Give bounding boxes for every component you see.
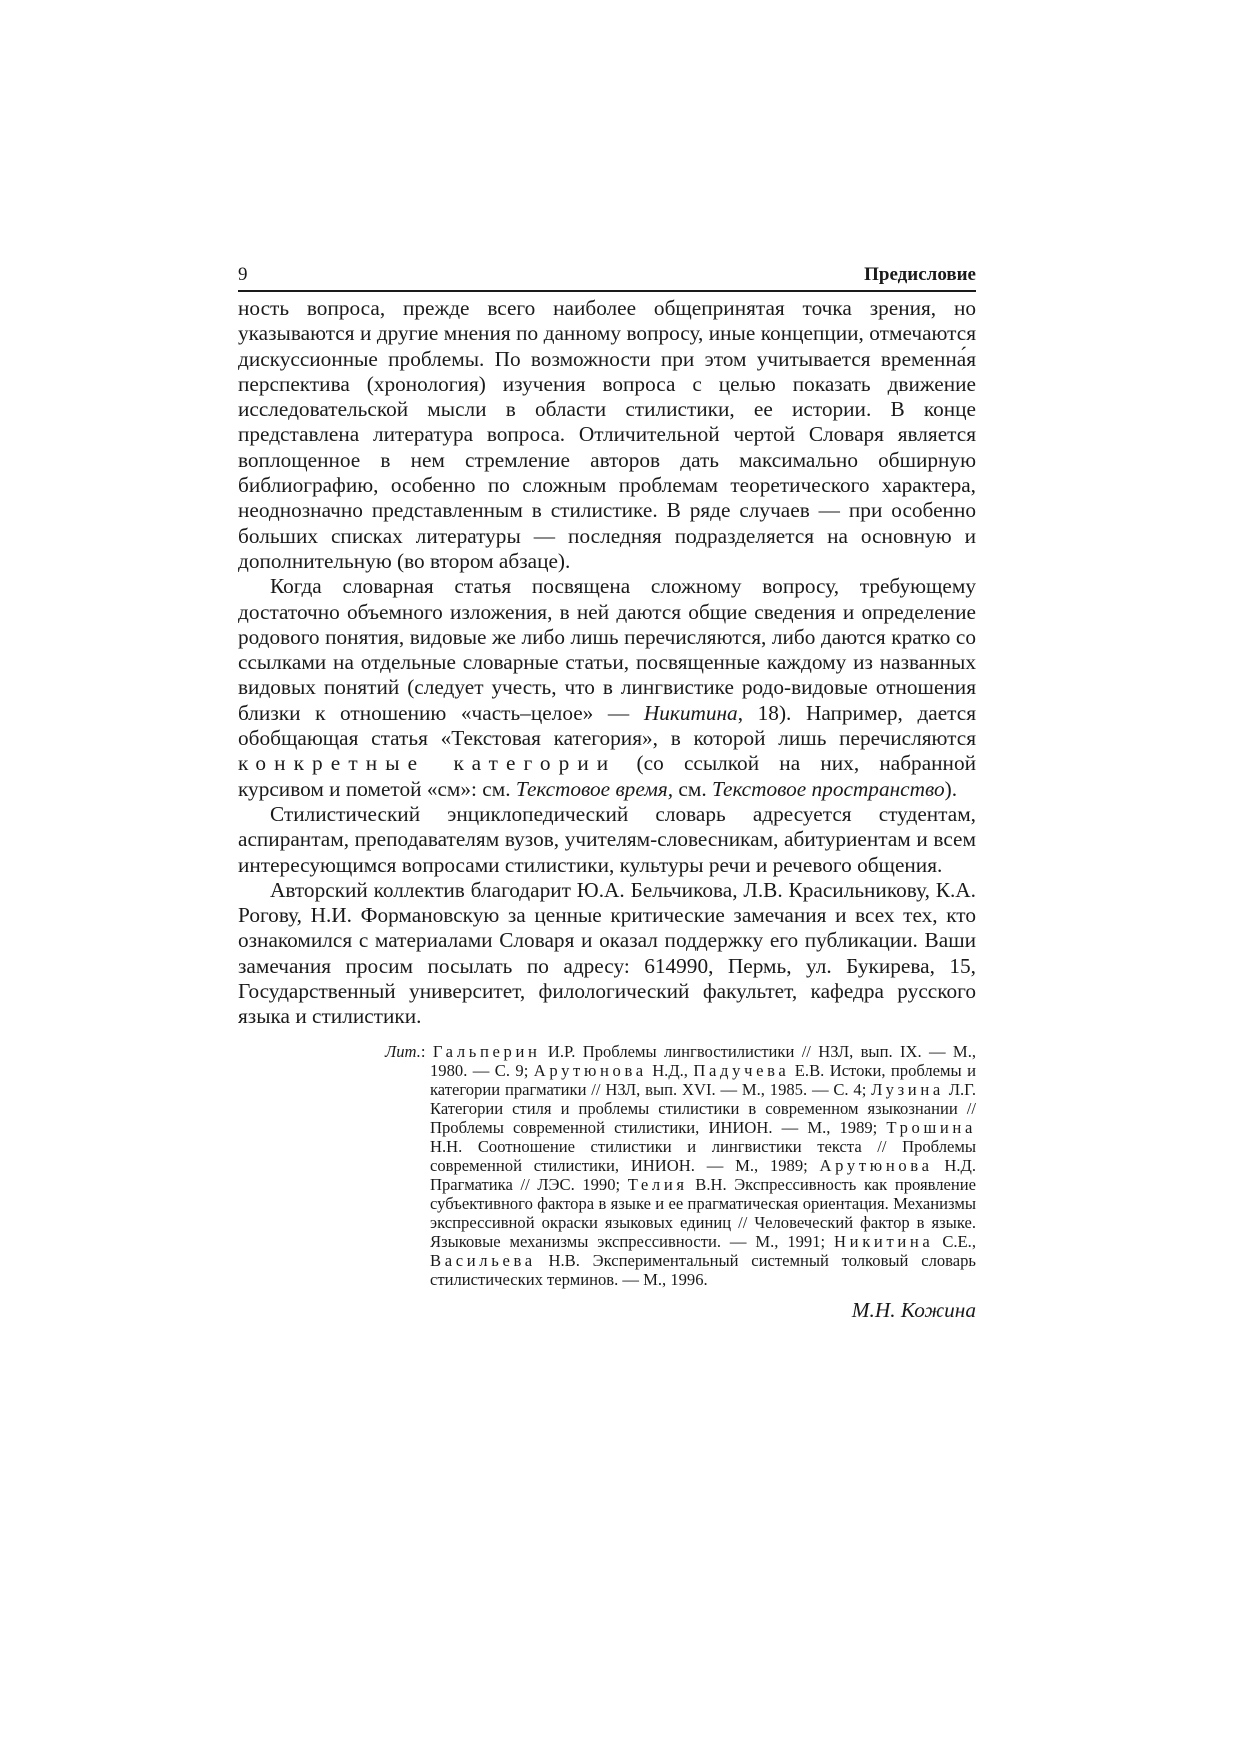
literature-author: Гальперин	[432, 1041, 541, 1061]
signature: М.Н. Кожина	[851, 1297, 976, 1322]
literature-reference: С.Е.,	[933, 1231, 976, 1251]
citation-author: Никитина	[643, 700, 738, 725]
cross-reference-1: Текстовое время,	[515, 776, 674, 801]
literature-reference: В.Н. Экспрессивность как проявление субъективного фактора в языке и ее прагматическая ориентация. Механизмы экспрессивной окраски языковых единиц // Человеческий фактор в языке. Языковые механизмы экспрессивности. — М., 1991;	[430, 1174, 976, 1251]
literature-colon: :	[420, 1041, 433, 1061]
page	[238, 262, 976, 1323]
literature-author: Падучева	[693, 1060, 790, 1080]
literature-reference: Л.Г. Категории стиля и проблемы стилистики в современном языкознании // Проблемы современной стилистики, ИНИОН. — М., 1989;	[430, 1079, 976, 1137]
paragraph-2-text-1: Когда словарная статья посвящена сложному вопросу, требующему достаточно объемного изложения, в ней даются общие сведения и определение родового понятия, видовые же либо лишь перечисляются, либо даются кратко со ссылками на отдельные словарные статьи, посвященные каждому из названных видовых понятий (следует учесть, что в лингвистике родо-видовые отношения близки к отношению «часть–целое» —	[238, 574, 976, 725]
literature-author: Арутюнова	[533, 1060, 647, 1080]
literature-reference: Н.Н. Соотношение стилистики и лингвистики текста // Проблемы современной стилистики, ИНИОН. — М., 1989;	[430, 1136, 976, 1175]
literature-reference: Е.В. Истоки, проблемы и категории прагматики // НЗЛ, вып. XVI. — М., 1985. — С. 4;	[430, 1060, 976, 1099]
running-head	[238, 262, 976, 292]
paragraph-2-text-3: (со ссылкой на них, набранной курсивом и пометой «см»: см.	[238, 751, 976, 801]
section-title: Предисловие	[864, 264, 976, 285]
literature-author: Арутюнова	[819, 1155, 933, 1175]
body-text	[238, 296, 976, 1030]
paragraph-1: ность вопроса, прежде всего наиболее общепринятая точка зрения, но указываются и другие мнения по данному вопросу, иные концепции, отмечаются дискуссионные проблемы. По возможности при этом учитывается временна́я перспектива (хронология) изучения вопроса с целью показать движение исследовательской мысли в области стилистики, ее истории. В конце представлена литература вопроса. Отличительной чертой Словаря является воплощенное в нем стремление авторов дать максимально обширную библиографию, особенно по сложным проблемам теоретического характера, неоднозначно представленным в стилистике. В ряде случаев — при особенно больших списках литературы — последняя подразделяется на основную и дополнительную (во втором абзаце).	[238, 296, 976, 573]
literature-author: Телия	[627, 1174, 688, 1194]
literature-author: Лузина	[871, 1079, 944, 1099]
paragraph-3: Стилистический энциклопедический словарь адресуется студентам, аспирантам, преподавателям вузов, учителям-словесникам, абитуриентам и всем интересующимся вопросами стилистики, культуры речи и речевого общения.	[238, 801, 976, 877]
paragraph-2-text-5: ).	[944, 776, 958, 801]
literature-reference: И.Р. Проблемы лингвостилистики // НЗЛ, вып. IX. — М., 1980. — С. 9;	[430, 1041, 976, 1080]
literature-reference: Н.В. Экспериментальный системный толковый словарь стилистических терминов. — М., 1996.	[430, 1250, 976, 1289]
cross-reference-2: Текстовое пространство	[711, 776, 945, 801]
page-number: 9	[238, 264, 248, 285]
literature-author: Никитина	[834, 1231, 934, 1251]
spaced-emphasis: конкретные категории	[238, 751, 617, 776]
literature-reference: Н.Д.,	[646, 1060, 694, 1080]
paragraph-2-text-2: , 18). Например, дается обобщающая статья «Текстовая категория», в которой лишь перечисляются	[238, 700, 977, 751]
paragraph-2	[238, 574, 976, 802]
literature-author: Трошина	[886, 1117, 976, 1137]
literature-author: Васильева	[430, 1250, 536, 1270]
literature-label: Лит.	[385, 1041, 421, 1061]
literature-list	[385, 1042, 976, 1289]
paragraph-2-text-4: см.	[673, 776, 712, 801]
paragraph-4: Авторский коллектив благодарит Ю.А. Бельчикова, Л.В. Красильникову, К.А. Рогову, Н.И. Формановскую за ценные критические замечания и всех тех, кто ознакомился с материалами Словаря и оказал поддержку его публикации. Ваши замечания просим посылать по адресу: 614990, Пермь, ул. Букирева, 15, Государственный университет, филологический факультет, кафедра русского языка и стилистики.	[238, 877, 976, 1029]
literature-reference: Н.Д. Прагматика // ЛЭС. 1990;	[430, 1155, 976, 1194]
